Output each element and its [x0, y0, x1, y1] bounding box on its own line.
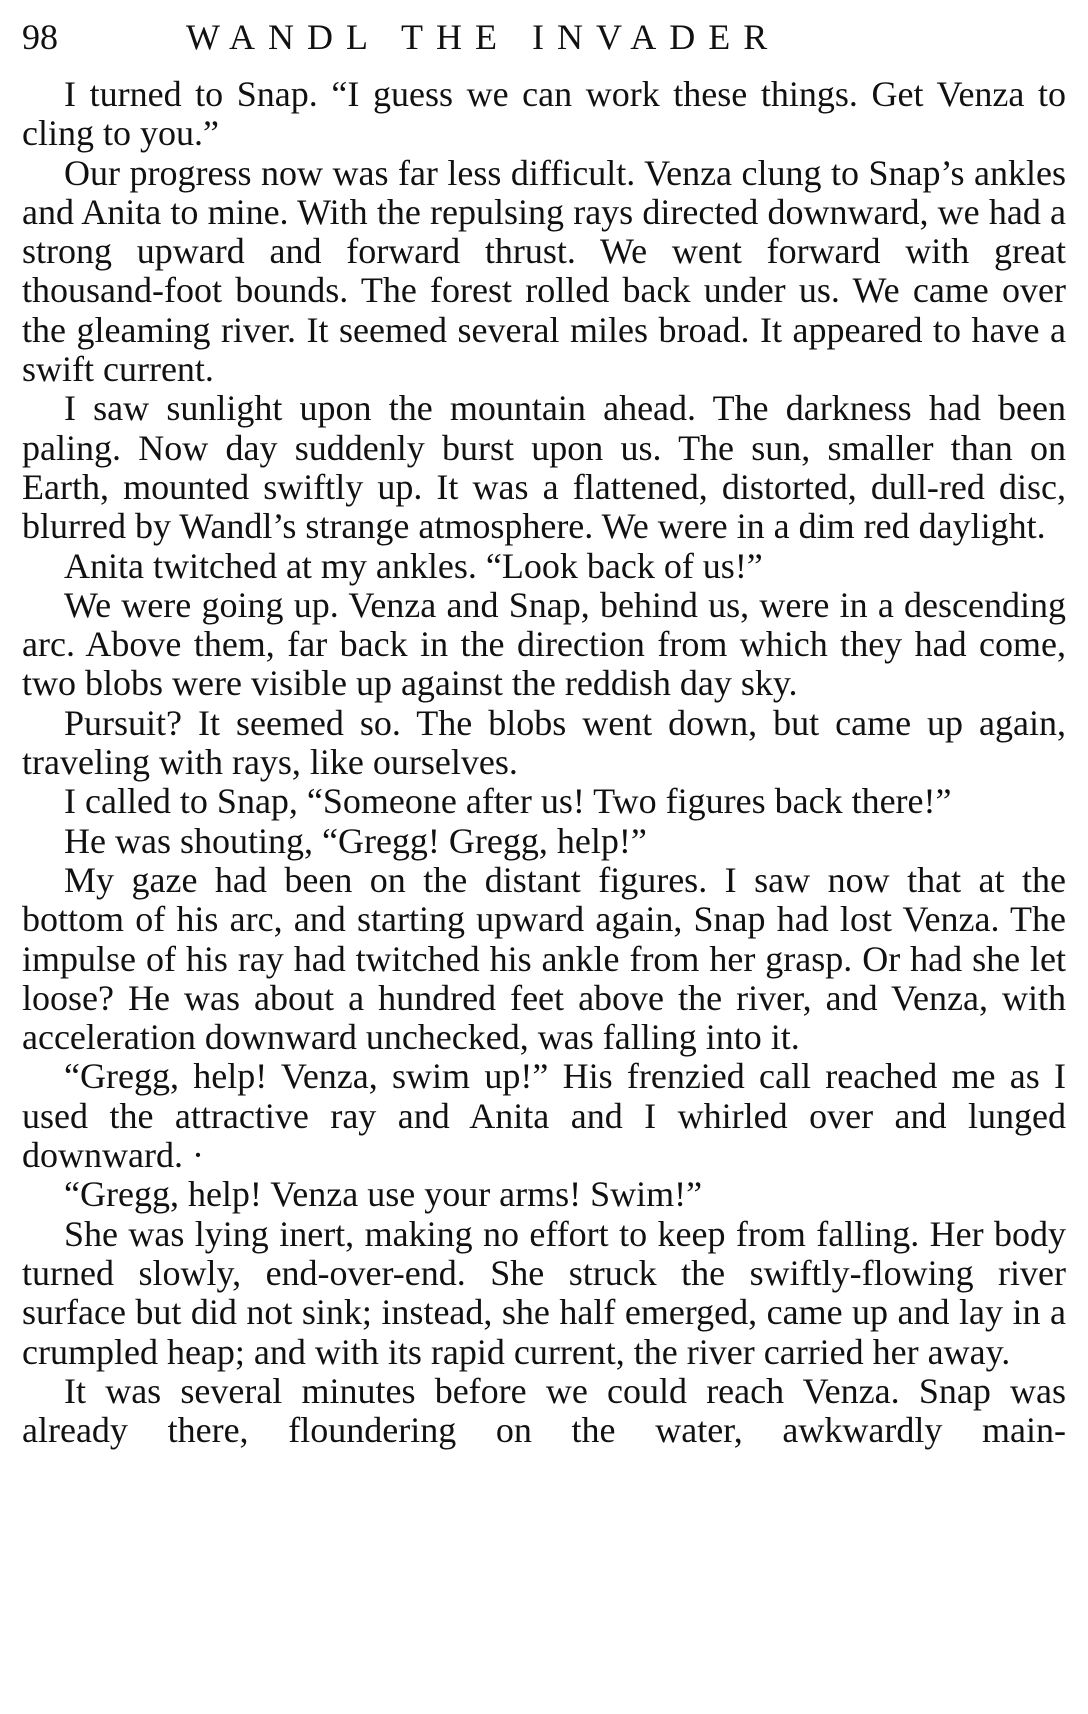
paragraph: “Gregg, help! Venza use your arms! Swim!” [64, 1174, 703, 1215]
book-page [22, 0, 1066, 1714]
paragraph: He was shouting, “Gregg! Gregg, help!” [64, 820, 647, 861]
paragraph: We were going up. Venza and Snap, behind us, were in a descending arc. Above them, far back in the direction from which they had come, two blobs were visible up against the reddish day sky. [22, 584, 1066, 704]
paragraph-continued: It was several minutes before we could reach Venza. Snap was already there, floundering on the water, awkwardly main- [22, 1370, 1066, 1451]
running-head [22, 12, 1066, 62]
paragraph: I turned to Snap. “I guess we can work these things. Get Venza to cling to you.” [22, 74, 1066, 154]
body-text [22, 75, 1066, 1450]
page-number: 98 [22, 17, 58, 57]
paragraph: She was lying inert, making no effort to keep from falling. Her body turned slowly, end-over-end. She struck the swiftly-flowing river surface but did not sink; instead, she half emerged, came up and lay in a crumpled heap; and with its rapid current, the river carried her away. [22, 1213, 1066, 1372]
paragraph: I saw sunlight upon the mountain ahead. The darkness had been paling. Now day suddenly burst upon us. The sun, smaller than on Earth, mounted swiftly up. It was a flattened, distorted, dull-red disc, blurred by Wandl’s strange atmosphere. We were in a dim red daylight. [22, 388, 1066, 547]
book-title: WANDL THE INVADER [186, 17, 781, 57]
paragraph: My gaze had been on the distant figures. I saw now that at the bottom of his arc, and starting upward again, Snap had lost Venza. The impulse of his ray had twitched his ankle from her grasp. Or had she let loose? He was about a hundred feet above the river, and Venza, with acceleration downward unchecked, was falling into it. [22, 859, 1066, 1058]
paragraph: Our progress now was far less difficult. Venza clung to Snap’s ankles and Anita to mine. With the repulsing rays directed downward, we had a strong upward and forward thrust. We went forward with great thousand-foot bounds. The forest rolled back under us. We came over the gleaming river. It seemed several miles broad. It appeared to have a swift current. [22, 152, 1066, 390]
paragraph: “Gregg, help! Venza, swim up!” His frenzied call reached me as I used the attractive ray and Anita and I whirled over and lunged downward. · [22, 1056, 1066, 1176]
paragraph: Pursuit? It seemed so. The blobs went down, but came up again, traveling with rays, like ourselves. [22, 702, 1066, 783]
paragraph: Anita twitched at my ankles. “Look back of us!” [64, 545, 763, 586]
paragraph: I called to Snap, “Someone after us! Two figures back there!” [64, 781, 952, 822]
